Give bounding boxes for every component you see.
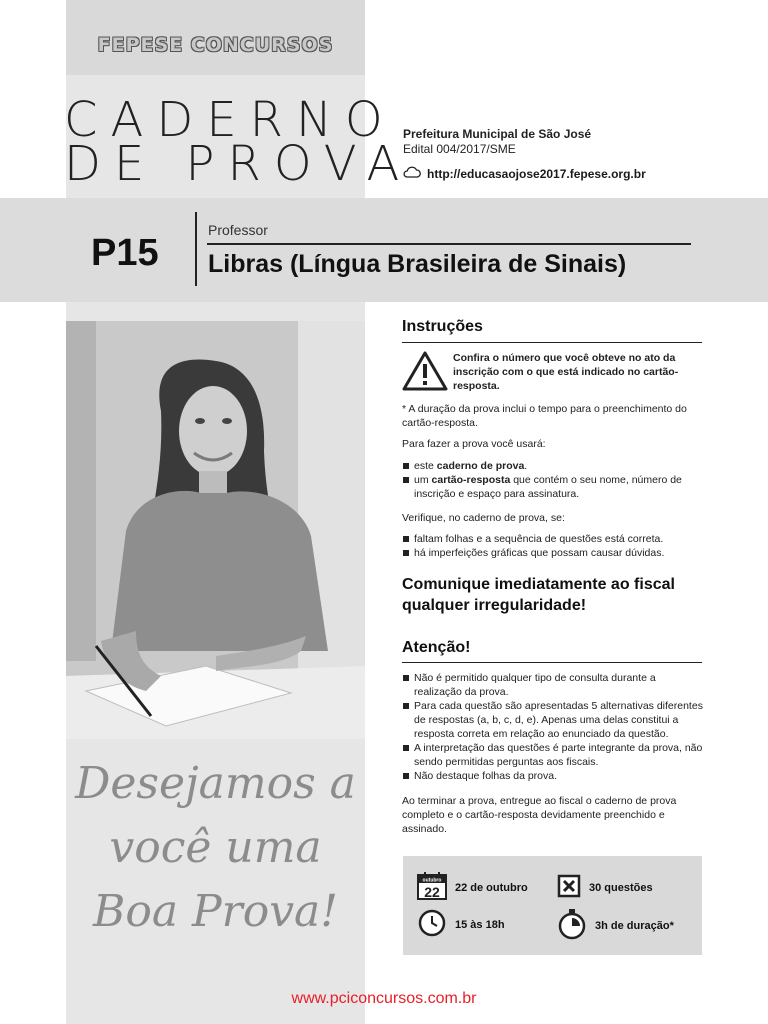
footer-url[interactable]: www.pciconcursos.com.br — [291, 990, 477, 1007]
use-intro: Para fazer a prova você usará: — [402, 438, 546, 450]
edital: Edital 004/2017/SME — [403, 142, 516, 156]
band-rule — [207, 243, 691, 245]
attention-rule — [402, 662, 702, 663]
exam-role: Professor — [208, 222, 268, 238]
check-list — [402, 532, 704, 560]
title-caderno: CADERNO — [64, 92, 396, 148]
website-link[interactable]: http://educasaojose2017.fepese.org.br — [427, 166, 646, 181]
instructions-rule — [402, 342, 702, 343]
org-name: Prefeitura Municipal de São José — [403, 127, 592, 141]
fepese-logo: FEPESE CONCURSOS — [97, 34, 334, 56]
questions-item — [557, 874, 653, 901]
check-intro: Verifique, no caderno de prova, se: — [402, 512, 565, 524]
exam-date: 22 de outubro — [455, 881, 528, 894]
list-item: faltam folhas e a sequência de questões está correta. — [402, 532, 704, 546]
list-item: um cartão-resposta que contém o seu nome, número de inscrição e espaço para assinatura. — [402, 473, 704, 501]
clock-icon — [417, 908, 447, 941]
duration-note: * A duração da prova inclui o tempo para o preenchimento do cartão-resposta. — [402, 403, 687, 429]
checkbox-x-icon — [557, 874, 581, 901]
irregularity-callout: Comunique imediatamente ao fiscal qualquer irregularidade! — [402, 576, 675, 614]
title-de-prova: DE PROVA — [64, 136, 413, 192]
exam-time: 15 às 18h — [455, 918, 505, 931]
date-item — [417, 872, 528, 903]
wish-line-3: Boa Prova! — [93, 886, 338, 937]
warning-text: Confira o número que você obteve no ato da inscrição com o que está indicado no cartão-resposta. — [453, 352, 679, 392]
instructions-heading: Instruções — [402, 318, 483, 335]
use-list — [402, 459, 704, 501]
wish-line-2: você uma — [109, 822, 322, 873]
list-item: Não destaque folhas da prova. — [402, 769, 704, 783]
calendar-day: 22 — [424, 884, 440, 900]
list-item: este caderno de prova. — [402, 459, 704, 473]
list-item: há imperfeições gráficas que possam causar dúvidas. — [402, 546, 704, 560]
warning-icon — [402, 350, 448, 397]
exam-duration: 3h de duração* — [595, 919, 674, 932]
website-row — [403, 166, 646, 181]
list-item: Para cada questão são apresentadas 5 alternativas diferentes de respostas (a, b, c, d, e). Apenas uma delas constitui a resposta correta em relação ao enunciado da questão. — [402, 699, 704, 741]
duration-item — [557, 908, 674, 943]
cloud-icon — [403, 166, 421, 181]
stopwatch-icon — [557, 908, 587, 943]
attention-heading: Atenção! — [402, 639, 471, 656]
calendar-month: outubro — [422, 877, 442, 884]
calendar-icon — [417, 872, 447, 903]
attention-list — [402, 671, 704, 783]
exam-info-box — [403, 856, 702, 955]
exam-discipline: Libras (Língua Brasileira de Sinais) — [208, 250, 627, 278]
exam-code: P15 — [91, 232, 159, 274]
list-item: Não é permitido qualquer tipo de consulta durante a realização da prova. — [402, 671, 704, 699]
organization-info — [403, 127, 591, 157]
band-divider — [195, 212, 197, 286]
wish-line-1: Desejamos a — [75, 758, 356, 809]
time-item — [417, 908, 505, 941]
closing-note: Ao terminar a prova, entregue ao fiscal o caderno de prova completo e o cartão-resposta devidamente preenchido e assinado. — [402, 795, 677, 835]
list-item: A interpretação das questões é parte integrante da prova, não sendo permitidas perguntas aos fiscais. — [402, 741, 704, 769]
student-photo — [66, 321, 365, 739]
question-count: 30 questões — [589, 881, 653, 894]
